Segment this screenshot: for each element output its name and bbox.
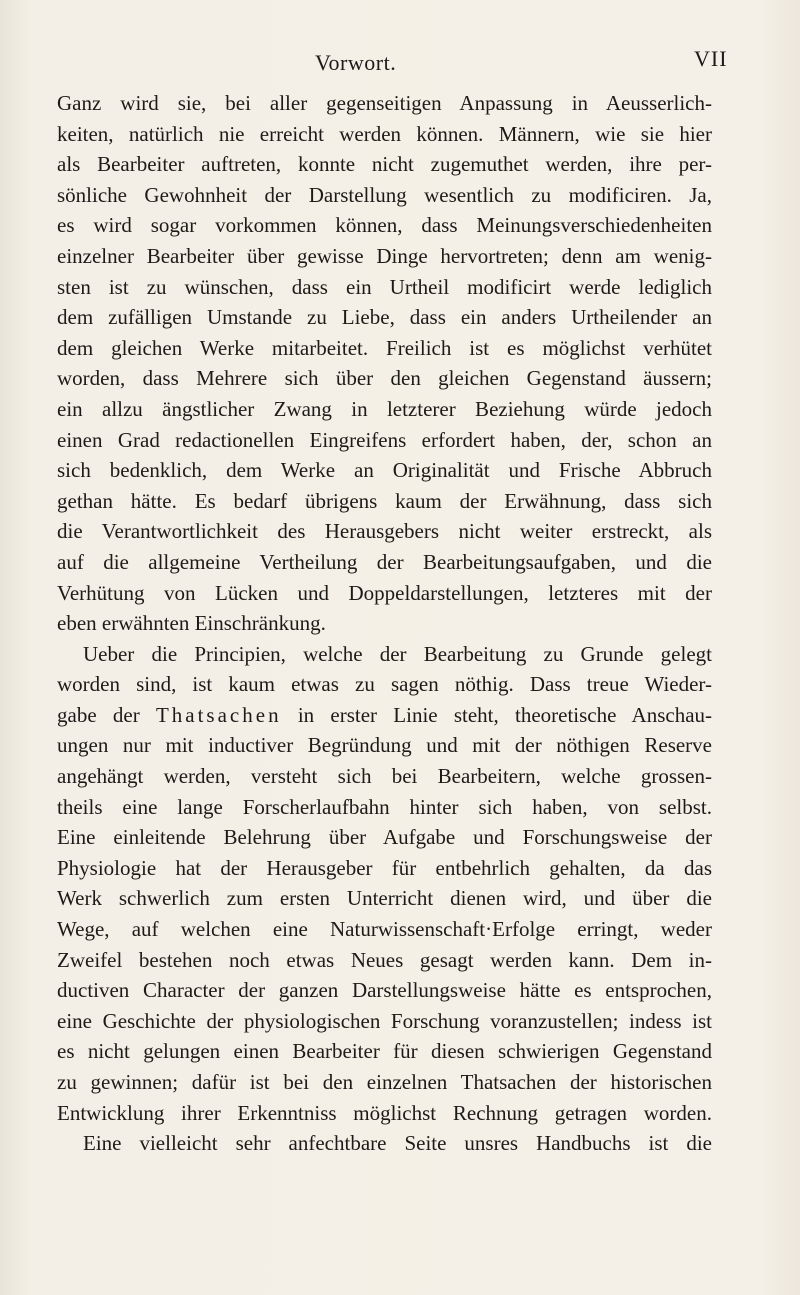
paragraph-end-line: eben erwähnten Einschränkung.: [57, 611, 326, 636]
text-line: Ganz wird sie, bei aller gegenseitigen Anpassung in Aeusserlich-: [57, 91, 712, 115]
text-line: auf die allgemeine Vertheilung der Bearbeitungsaufgaben, und die: [57, 549, 712, 574]
text-line: worden, dass Mehrere sich über den gleichen Gegenstand äussern;: [57, 366, 712, 391]
text-line: als Bearbeiter auftreten, konnte nicht zugemuthet werden, ihre per-: [57, 152, 712, 177]
text-line: einzelner Bearbeiter über gewisse Dinge hervortreten; denn am wenig-: [57, 243, 712, 268]
text-line: worden sind, ist kaum etwas zu sagen nöthig. Dass treue Wieder-: [57, 672, 712, 697]
text-line: gethan hätte. Es bedarf übrigens kaum der Erwähnung, dass sich: [57, 488, 712, 513]
text-line: sich bedenklich, dem Werke an Originalität und Frische Abbruch: [57, 458, 712, 483]
text-line: dem gleichen Werke mitarbeitet. Freilich ist es möglichst verhütet: [57, 335, 712, 360]
text-fragment: gabe der: [57, 702, 140, 727]
paragraph-start-line: Eine vielleicht sehr anfechtbare Seite unsres Handbuchs ist die: [83, 1131, 712, 1156]
text-line: einen Grad redactionellen Eingreifens erfordert haben, der, schon an: [57, 427, 712, 452]
text-line: es nicht gelungen einen Bearbeiter für diesen schwierigen Gegenstand: [57, 1039, 712, 1064]
text-line: dem zufälligen Umstande zu Liebe, dass ein anders Urtheilender an: [57, 305, 712, 330]
text-line: es wird sogar vorkommen können, dass Meinungsverschiedenheiten: [57, 213, 712, 238]
running-header: [0, 46, 800, 80]
text-fragment: in erster Linie steht, theoretische Anschau-: [297, 702, 713, 727]
text-line: Werk schwerlich zum ersten Unterricht dienen wird, und über die: [57, 886, 712, 911]
text-line: zu gewinnen; dafür ist bei den einzelnen Thatsachen der historischen: [57, 1070, 712, 1094]
text-line: eine Geschichte der physiologischen Forschung voranzustellen; indess ist: [57, 1008, 712, 1033]
page-number: VII: [694, 46, 728, 71]
text-line: sönliche Gewohnheit der Darstellung wesentlich zu modificiren. Ja,: [57, 182, 712, 207]
text-line: Verhütung von Lücken und Doppeldarstellungen, letzteres mit der: [57, 580, 712, 605]
text-line: keiten, natürlich nie erreicht werden können. Männern, wie sie hier: [57, 121, 712, 146]
text-line: die Verantwortlichkeit des Herausgebers nicht weiter erstreckt, als: [57, 519, 712, 544]
text-line: [57, 700, 712, 731]
text-line: theils eine lange Forscherlaufbahn hinter sich haben, von selbst.: [57, 794, 712, 819]
text-line: Wege, auf welchen eine Naturwissenschaft·Erfolge erringt, weder: [57, 917, 712, 942]
text-line: ductiven Character der ganzen Darstellungsweise hätte es entsprochen,: [57, 978, 712, 1003]
text-line: Entwicklung ihrer Erkenntniss möglichst Rechnung getragen worden.: [57, 1100, 712, 1125]
text-line: ungen nur mit inductiver Begründung und mit der nöthigen Reserve: [57, 733, 712, 758]
text-line: Physiologie hat der Herausgeber für entbehrlich gehalten, da das: [57, 855, 712, 880]
body-text: [57, 88, 712, 1159]
running-title: Vorwort.: [315, 50, 397, 75]
emphasized-word: Thatsachen: [155, 702, 282, 727]
text-line: sten ist zu wünschen, dass ein Urtheil modificirt werde lediglich: [57, 274, 712, 299]
text-line: Eine einleitende Belehrung über Aufgabe und Forschungsweise der: [57, 825, 712, 850]
text-line: Zweifel bestehen noch etwas Neues gesagt werden kann. Dem in-: [57, 947, 712, 972]
text-line: angehängt werden, versteht sich bei Bearbeitern, welche grossen-: [57, 764, 712, 789]
paragraph-start-line: Ueber die Principien, welche der Bearbeitung zu Grunde gelegt: [83, 641, 712, 666]
text-line: ein allzu ängstlicher Zwang in letzterer Beziehung würde jedoch: [57, 396, 712, 421]
